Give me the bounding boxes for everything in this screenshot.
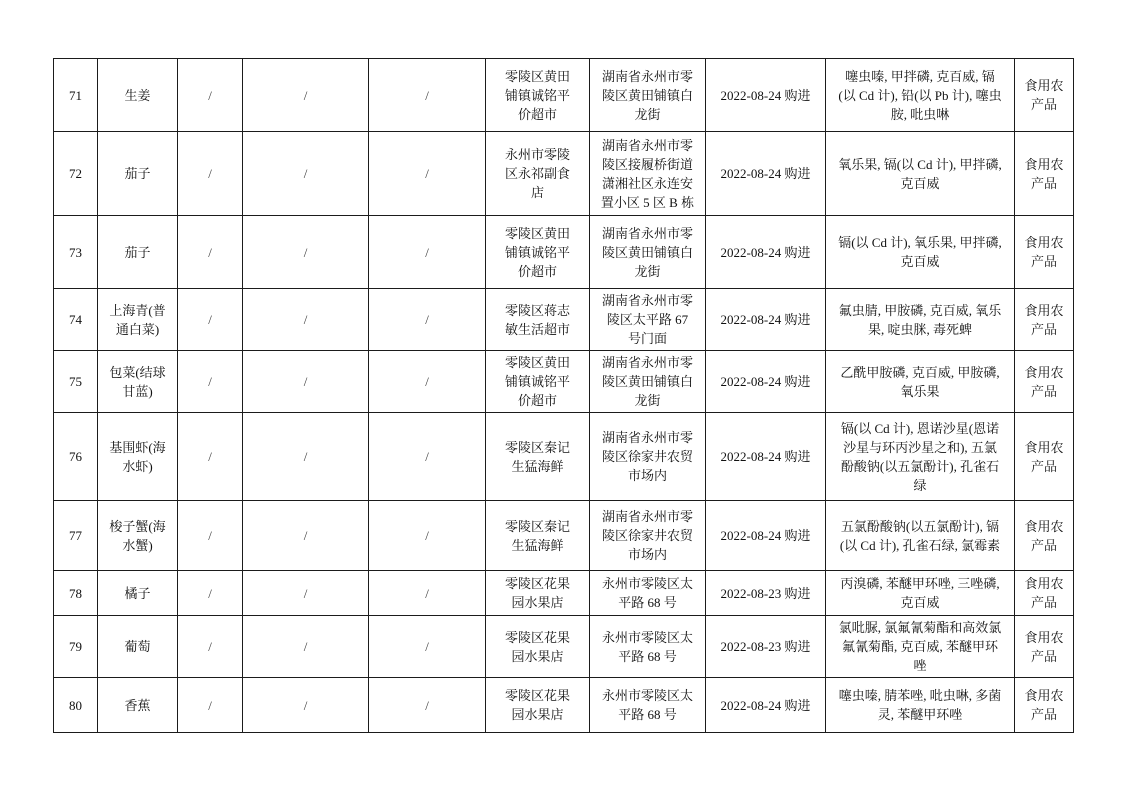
table-row	[54, 413, 1074, 501]
cell-placeholder-3: /	[369, 616, 486, 678]
cell-detected-substances: 丙溴磷, 苯醚甲环唑, 三唑磷, 克百威	[826, 571, 1015, 616]
cell-placeholder-1: /	[178, 59, 243, 132]
cell-seller: 零陵区花果园水果店	[486, 616, 590, 678]
cell-seller: 零陵区秦记生猛海鲜	[486, 413, 590, 501]
cell-placeholder-1: /	[178, 289, 243, 351]
cell-row-number: 77	[54, 501, 98, 571]
cell-seller: 零陵区秦记生猛海鲜	[486, 501, 590, 571]
cell-row-number: 78	[54, 571, 98, 616]
cell-product-category: 食用农产品	[1015, 351, 1074, 413]
cell-placeholder-2: /	[243, 351, 369, 413]
cell-purchase-date: 2022-08-23 购进	[706, 571, 826, 616]
cell-purchase-date: 2022-08-24 购进	[706, 216, 826, 289]
cell-address: 湖南省永州市零陵区徐家井农贸市场内	[590, 413, 706, 501]
cell-product-name: 梭子蟹(海水蟹)	[98, 501, 178, 571]
cell-product-name: 基围虾(海水虾)	[98, 413, 178, 501]
cell-detected-substances: 五氯酚酸钠(以五氯酚计), 镉(以 Cd 计), 孔雀石绿, 氯霉素	[826, 501, 1015, 571]
cell-seller: 零陵区黄田铺镇诚铭平价超市	[486, 351, 590, 413]
table-row	[54, 216, 1074, 289]
table-row	[54, 616, 1074, 678]
cell-product-category: 食用农产品	[1015, 289, 1074, 351]
table-row	[54, 132, 1074, 216]
cell-seller: 零陵区黄田铺镇诚铭平价超市	[486, 59, 590, 132]
cell-placeholder-1: /	[178, 216, 243, 289]
cell-product-name: 包菜(结球甘蓝)	[98, 351, 178, 413]
cell-detected-substances: 氧乐果, 镉(以 Cd 计), 甲拌磷, 克百威	[826, 132, 1015, 216]
cell-placeholder-2: /	[243, 413, 369, 501]
cell-product-category: 食用农产品	[1015, 616, 1074, 678]
cell-placeholder-2: /	[243, 216, 369, 289]
cell-purchase-date: 2022-08-24 购进	[706, 678, 826, 733]
cell-detected-substances: 氯吡脲, 氯氟氰菊酯和高效氯氟氰菊酯, 克百威, 苯醚甲环唑	[826, 616, 1015, 678]
cell-purchase-date: 2022-08-24 购进	[706, 59, 826, 132]
cell-product-category: 食用农产品	[1015, 501, 1074, 571]
cell-placeholder-2: /	[243, 501, 369, 571]
cell-seller: 零陵区花果园水果店	[486, 678, 590, 733]
cell-row-number: 71	[54, 59, 98, 132]
cell-placeholder-1: /	[178, 132, 243, 216]
cell-seller: 零陵区黄田铺镇诚铭平价超市	[486, 216, 590, 289]
cell-placeholder-1: /	[178, 678, 243, 733]
cell-placeholder-2: /	[243, 616, 369, 678]
cell-placeholder-1: /	[178, 351, 243, 413]
cell-address: 湖南省永州市零陵区徐家井农贸市场内	[590, 501, 706, 571]
table-row	[54, 59, 1074, 132]
cell-placeholder-2: /	[243, 571, 369, 616]
cell-row-number: 73	[54, 216, 98, 289]
cell-placeholder-1: /	[178, 571, 243, 616]
cell-product-name: 上海青(普通白菜)	[98, 289, 178, 351]
cell-address: 湖南省永州市零陵区黄田铺镇白龙街	[590, 59, 706, 132]
cell-product-name: 橘子	[98, 571, 178, 616]
cell-product-category: 食用农产品	[1015, 571, 1074, 616]
table-row	[54, 289, 1074, 351]
cell-placeholder-1: /	[178, 413, 243, 501]
cell-purchase-date: 2022-08-24 购进	[706, 501, 826, 571]
cell-address: 湖南省永州市零陵区黄田铺镇白龙街	[590, 216, 706, 289]
cell-placeholder-1: /	[178, 616, 243, 678]
cell-placeholder-3: /	[369, 678, 486, 733]
cell-detected-substances: 噻虫嗪, 腈苯唑, 吡虫啉, 多菌灵, 苯醚甲环唑	[826, 678, 1015, 733]
cell-placeholder-3: /	[369, 571, 486, 616]
cell-placeholder-3: /	[369, 289, 486, 351]
cell-address: 湖南省永州市零陵区接履桥街道潇湘社区永连安置小区 5 区 B 栋	[590, 132, 706, 216]
cell-address: 湖南省永州市零陵区太平路 67 号门面	[590, 289, 706, 351]
cell-placeholder-1: /	[178, 501, 243, 571]
cell-product-name: 生姜	[98, 59, 178, 132]
cell-placeholder-3: /	[369, 413, 486, 501]
cell-placeholder-2: /	[243, 59, 369, 132]
cell-address: 永州市零陵区太平路 68 号	[590, 571, 706, 616]
cell-placeholder-3: /	[369, 59, 486, 132]
cell-product-category: 食用农产品	[1015, 132, 1074, 216]
cell-detected-substances: 镉(以 Cd 计), 氧乐果, 甲拌磷, 克百威	[826, 216, 1015, 289]
cell-detected-substances: 乙酰甲胺磷, 克百威, 甲胺磷, 氧乐果	[826, 351, 1015, 413]
cell-placeholder-3: /	[369, 132, 486, 216]
table-row	[54, 678, 1074, 733]
cell-seller: 永州市零陵区永祁副食店	[486, 132, 590, 216]
cell-purchase-date: 2022-08-24 购进	[706, 132, 826, 216]
cell-row-number: 75	[54, 351, 98, 413]
table-row	[54, 351, 1074, 413]
cell-seller: 零陵区花果园水果店	[486, 571, 590, 616]
cell-product-category: 食用农产品	[1015, 59, 1074, 132]
inspection-table	[53, 58, 1074, 733]
table-row	[54, 501, 1074, 571]
cell-row-number: 76	[54, 413, 98, 501]
cell-seller: 零陵区蒋志敏生活超市	[486, 289, 590, 351]
cell-product-name: 茄子	[98, 132, 178, 216]
cell-row-number: 74	[54, 289, 98, 351]
cell-placeholder-2: /	[243, 132, 369, 216]
cell-product-category: 食用农产品	[1015, 678, 1074, 733]
cell-product-name: 香蕉	[98, 678, 178, 733]
cell-purchase-date: 2022-08-24 购进	[706, 351, 826, 413]
cell-product-category: 食用农产品	[1015, 413, 1074, 501]
table-row	[54, 571, 1074, 616]
cell-detected-substances: 镉(以 Cd 计), 恩诺沙星(恩诺沙星与环丙沙星之和), 五氯酚酸钠(以五氯酚计), 孔雀石绿	[826, 413, 1015, 501]
cell-placeholder-3: /	[369, 351, 486, 413]
cell-detected-substances: 氟虫腈, 甲胺磷, 克百威, 氧乐果, 啶虫脒, 毒死蜱	[826, 289, 1015, 351]
cell-placeholder-2: /	[243, 678, 369, 733]
cell-address: 永州市零陵区太平路 68 号	[590, 678, 706, 733]
cell-placeholder-3: /	[369, 216, 486, 289]
cell-detected-substances: 噻虫嗪, 甲拌磷, 克百威, 镉(以 Cd 计), 铅(以 Pb 计), 噻虫胺, 吡虫啉	[826, 59, 1015, 132]
cell-row-number: 79	[54, 616, 98, 678]
cell-address: 永州市零陵区太平路 68 号	[590, 616, 706, 678]
cell-placeholder-3: /	[369, 501, 486, 571]
cell-placeholder-2: /	[243, 289, 369, 351]
cell-row-number: 72	[54, 132, 98, 216]
cell-product-name: 葡萄	[98, 616, 178, 678]
cell-row-number: 80	[54, 678, 98, 733]
cell-product-category: 食用农产品	[1015, 216, 1074, 289]
cell-purchase-date: 2022-08-24 购进	[706, 289, 826, 351]
cell-purchase-date: 2022-08-24 购进	[706, 413, 826, 501]
cell-product-name: 茄子	[98, 216, 178, 289]
cell-purchase-date: 2022-08-23 购进	[706, 616, 826, 678]
cell-address: 湖南省永州市零陵区黄田铺镇白龙街	[590, 351, 706, 413]
